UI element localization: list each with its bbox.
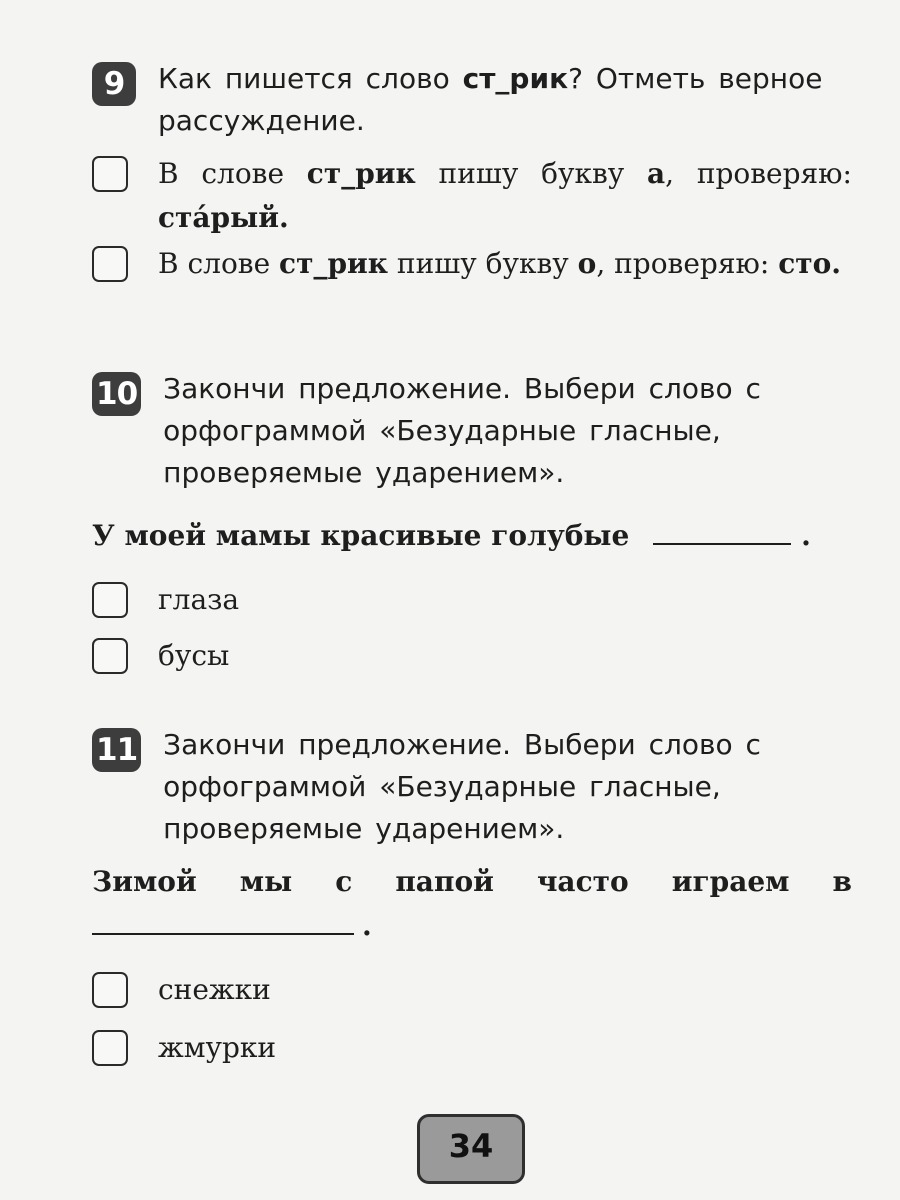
answer-checkbox[interactable] (92, 972, 128, 1008)
task-9 (92, 58, 862, 142)
task-10-sentence: У моей мамы красивые голубые . (92, 519, 811, 552)
task-10 (92, 368, 862, 494)
option-text: бусы (158, 639, 230, 672)
answer-checkbox[interactable] (92, 156, 128, 192)
task-10-question: Закончи предложение. Выбери слово с орфограммой «Безударные гласные, проверяемые ударением». (163, 372, 761, 489)
task-11 (92, 724, 862, 850)
task-11-option-2[interactable] (92, 1026, 852, 1070)
page-number: 34 (417, 1114, 525, 1184)
option-text: жмурки (158, 1031, 277, 1064)
task-11-sentence: Зимой мы с папой часто играем в (92, 865, 852, 898)
answer-checkbox[interactable] (92, 582, 128, 618)
task-9-option-a[interactable] (92, 152, 852, 240)
task-number-badge: 11 (92, 728, 141, 772)
task-number-badge: 9 (92, 62, 136, 106)
task-11-question: Закончи предложение. Выбери слово с орфограммой «Безударные гласные, проверяемые ударением». (163, 728, 761, 845)
answer-checkbox[interactable] (92, 246, 128, 282)
option-text: В слове ст_рик пишу букву а, проверяю: ста́рый. (158, 157, 852, 234)
answer-checkbox[interactable] (92, 1030, 128, 1066)
task-11-option-1[interactable] (92, 968, 852, 1012)
answer-checkbox[interactable] (92, 638, 128, 674)
answer-blank[interactable] (92, 909, 354, 935)
option-text: глаза (158, 583, 240, 616)
task-9-question: Как пишется слово ст_рик? Отметь верное рассуждение. (158, 62, 823, 137)
task-10-option-2[interactable] (92, 634, 852, 678)
option-text: снежки (158, 973, 271, 1006)
task-11-sentence-end: . (92, 904, 852, 948)
option-text: В слове ст_рик пишу букву о, проверяю: сто. (158, 247, 842, 280)
task-number-badge: 10 (92, 372, 141, 416)
task-10-option-1[interactable] (92, 578, 852, 622)
answer-blank[interactable] (653, 519, 791, 545)
task-9-option-b[interactable] (92, 242, 852, 286)
